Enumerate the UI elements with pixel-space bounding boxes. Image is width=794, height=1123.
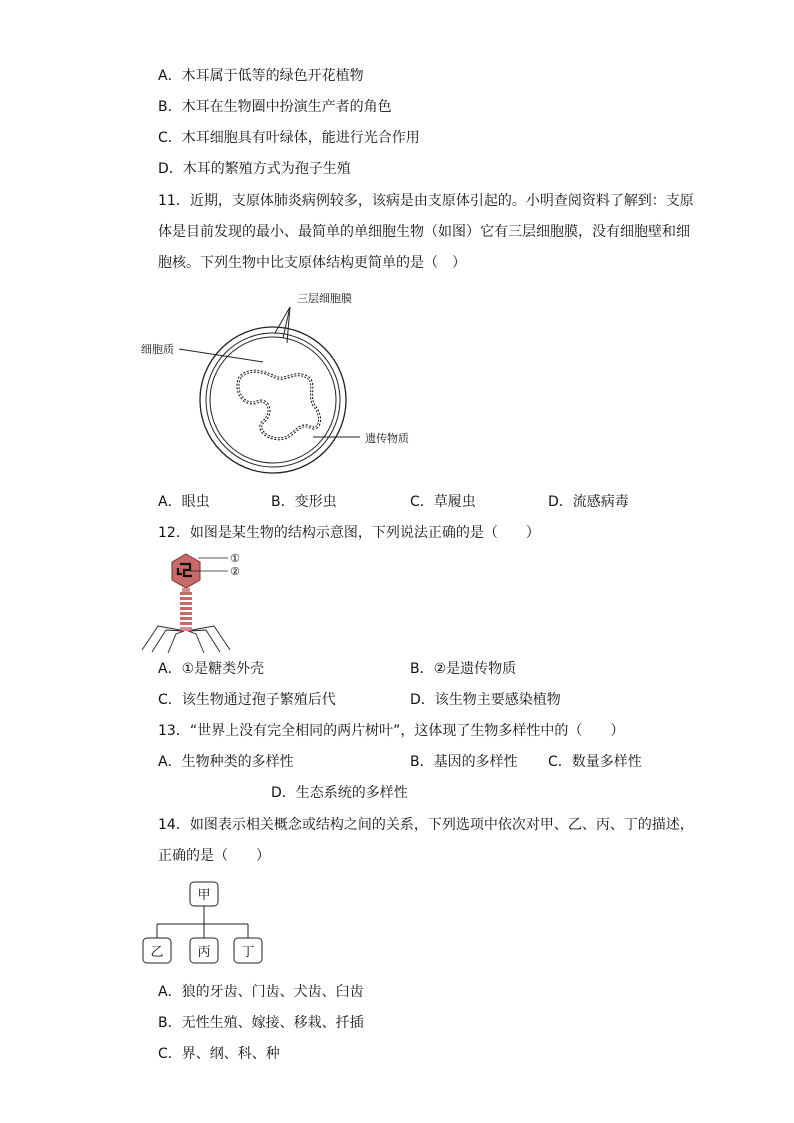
- mycoplasma-diagram: [135, 282, 435, 487]
- q14-stem-line-1: 14．如图表示相关概念或结构之间的关系，下列选项中依次对甲、乙、丙、丁的描述，: [158, 817, 694, 833]
- q11-stem-line-1: 11．近期，支原体肺炎病例较多，该病是由支原体引起的。小明查阅资料了解到：支原: [158, 193, 694, 209]
- q10-option-a: A．木耳属于低等的绿色开花植物: [158, 68, 364, 84]
- q11-stem-line-2: 体是目前发现的最小、最简单的单细胞生物（如图）它有三层细胞膜，没有细胞壁和细: [158, 224, 690, 240]
- box-yi-label: 乙: [150, 945, 164, 960]
- q10-option-d: D．木耳的繁殖方式为孢子生殖: [158, 161, 351, 177]
- q12-option-b: B．②是遗传物质: [410, 661, 517, 677]
- membrane-label: 三层细胞膜: [297, 292, 352, 305]
- q12-option-a: A．①是糖类外壳: [158, 661, 265, 677]
- q14-option-c: C．界、纲、科、种: [158, 1046, 280, 1062]
- q13-option-d: D．生态系统的多样性: [271, 785, 408, 801]
- box-jia-label: 甲: [197, 888, 211, 903]
- label-one: ①: [230, 552, 240, 565]
- q11-option-b: B．变形虫: [271, 494, 337, 510]
- genetic-material-icon: [238, 371, 320, 439]
- phage-tail-icon: [180, 588, 192, 631]
- label-two: ②: [230, 565, 240, 578]
- q12-option-c: C．该生物通过孢子繁殖后代: [158, 692, 336, 708]
- q10-option-b: B．木耳在生物圈中扮演生产者的角色: [158, 99, 392, 115]
- q14-stem-line-2: 正确的是（ ）: [158, 848, 270, 864]
- genetic-material-label: 遗传物质: [365, 432, 409, 445]
- bacteriophage-diagram: [138, 550, 258, 655]
- q11-stem-line-3: 胞核。下列生物中比支原体结构更简单的是（ ）: [158, 255, 466, 271]
- q14-option-a: A．狼的牙齿、门齿、犬齿、臼齿: [158, 984, 364, 1000]
- q12-option-d: D．该生物主要感染植物: [410, 692, 561, 708]
- q13-stem: 13．“世界上没有完全相同的两片树叶”，这体现了生物多样性中的（ ）: [158, 723, 625, 739]
- q13-option-b: B．基因的多样性: [410, 754, 518, 770]
- cytoplasm-label: 细胞质: [141, 343, 174, 356]
- q13-option-c: C．数量多样性: [548, 754, 642, 770]
- q14-option-b: B．无性生殖、嫁接、移栽、扦插: [158, 1015, 364, 1031]
- q11-option-c: C．草履虫: [410, 494, 476, 510]
- concept-tree-diagram: [138, 878, 268, 968]
- q11-option-d: D．流感病毒: [548, 494, 629, 510]
- q11-option-a: A．眼虫: [158, 494, 210, 510]
- q13-option-a: A．生物种类的多样性: [158, 754, 294, 770]
- q10-option-c: C．木耳细胞具有叶绿体，能进行光合作用: [158, 130, 420, 146]
- q12-stem: 12．如图是某生物的结构示意图，下列说法正确的是（ ）: [158, 525, 540, 541]
- box-ding-label: 丁: [241, 945, 255, 960]
- box-bing-label: 丙: [197, 945, 211, 960]
